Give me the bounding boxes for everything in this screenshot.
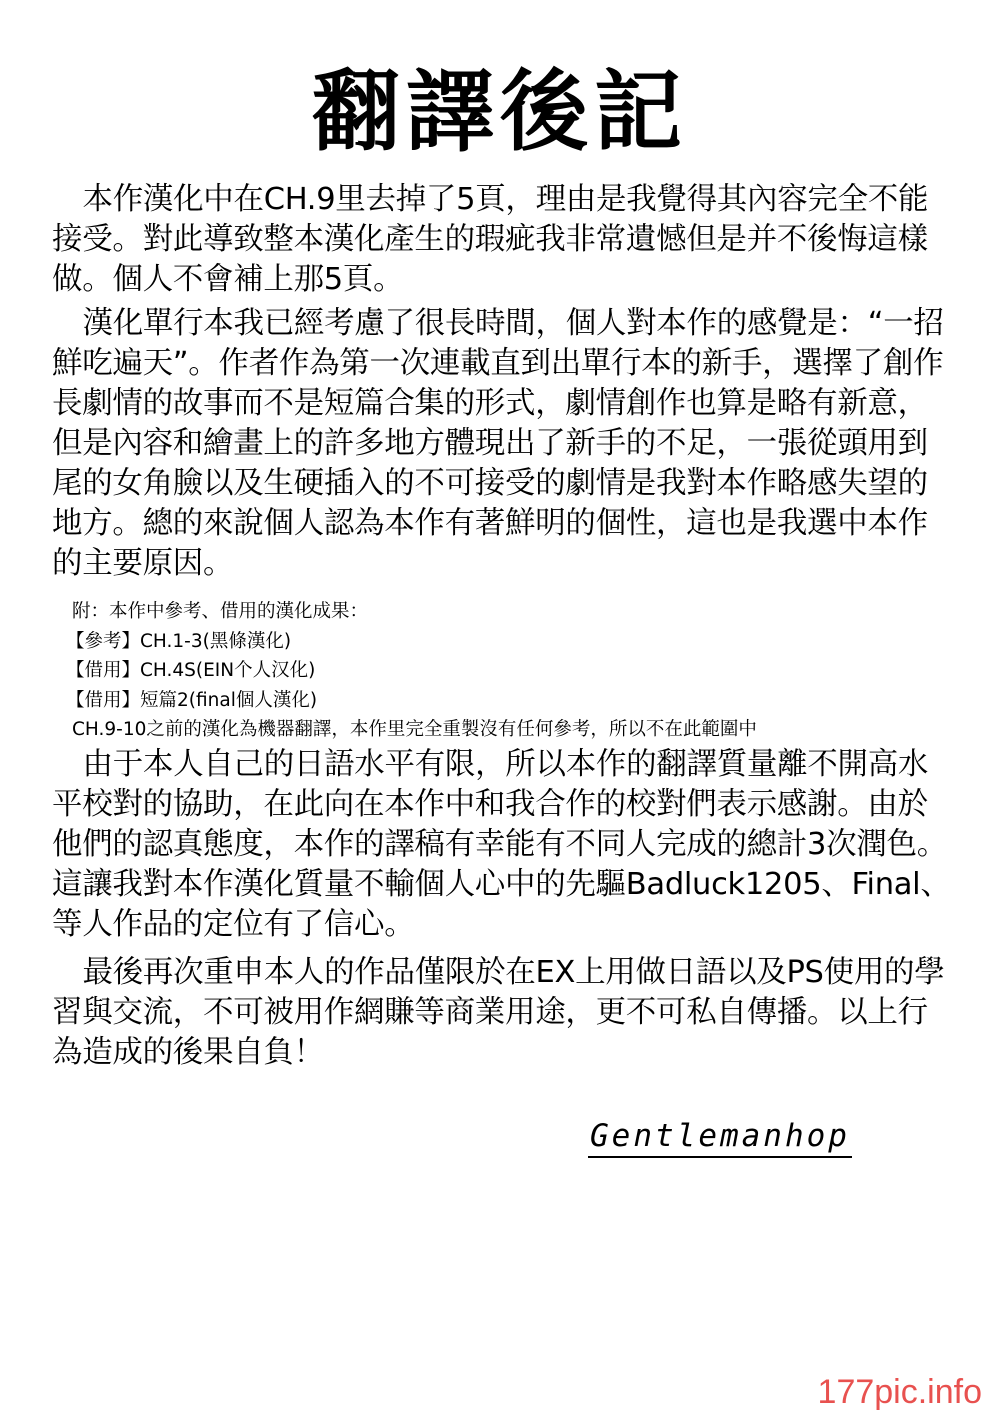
notes-item-3: 【借用】短篇2(final個人漢化) [66, 689, 318, 711]
paragraph-2: 漢化單行本我已經考慮了很長時間，個人對本作的感覺是：“一招鮮吃遍天”。作者作為第一次連載直到出單行本的新手，選擇了創作長劇情的故事而不是短篇合集的形式，劇情創作也算是略有新意，但是內容和繪畫上的許多地方體現出了新手的不足，一張從頭用到尾的女角臉以及生硬插入的不可接受的劇情是我對本作略感失望的地方。總的來說個人認為本作有著鮮明的個性，這也是我選中本作的主要原因。 [52, 306, 944, 581]
watermark: 177pic.info [817, 1373, 982, 1411]
notes-footer: CH.9-10之前的漢化為機器翻譯，本作里完全重製沒有任何參考，所以不在此範圍中 [72, 719, 757, 740]
notes-block [60, 597, 940, 745]
signature: Gentlemanhop [588, 1118, 852, 1158]
notes-item-2: 【借用】CH.4S(EIN个人汉化) [66, 660, 316, 681]
notes-item-1: 【參考】CH.1-3(黑條漢化) [66, 630, 292, 652]
page-title: 翻譯後記 [311, 60, 688, 163]
paragraph-1: 本作漢化中在CH.9里去掉了5頁，理由是我覺得其內容完全不能接受。對此導致整本漢化產生的瑕疵我非常遺憾但是并不後悔這樣做。個人不會補上那5頁。 [52, 182, 929, 297]
paragraph-4: 最後再次重申本人的作品僅限於在EX上用做日語以及PS使用的學習與交流，不可被用作網賺等商業用途，更不可私自傳播。以上行為造成的後果自負！ [52, 955, 945, 1070]
paragraph-3: 由于本人自己的日語水平有限，所以本作的翻譯質量離不開高水平校對的協助，在此向在本作中和我合作的校對們表示感謝。由於他們的認真態度，本作的譯稿有幸能有不同人完成的總計3次潤色。這讓我對本作漢化質量不輸個人心中的先驅Badluck1205、Final、等人作品的定位有了信心。 [52, 747, 951, 942]
notes-heading: 附：本作中參考、借用的漢化成果： [72, 601, 369, 622]
